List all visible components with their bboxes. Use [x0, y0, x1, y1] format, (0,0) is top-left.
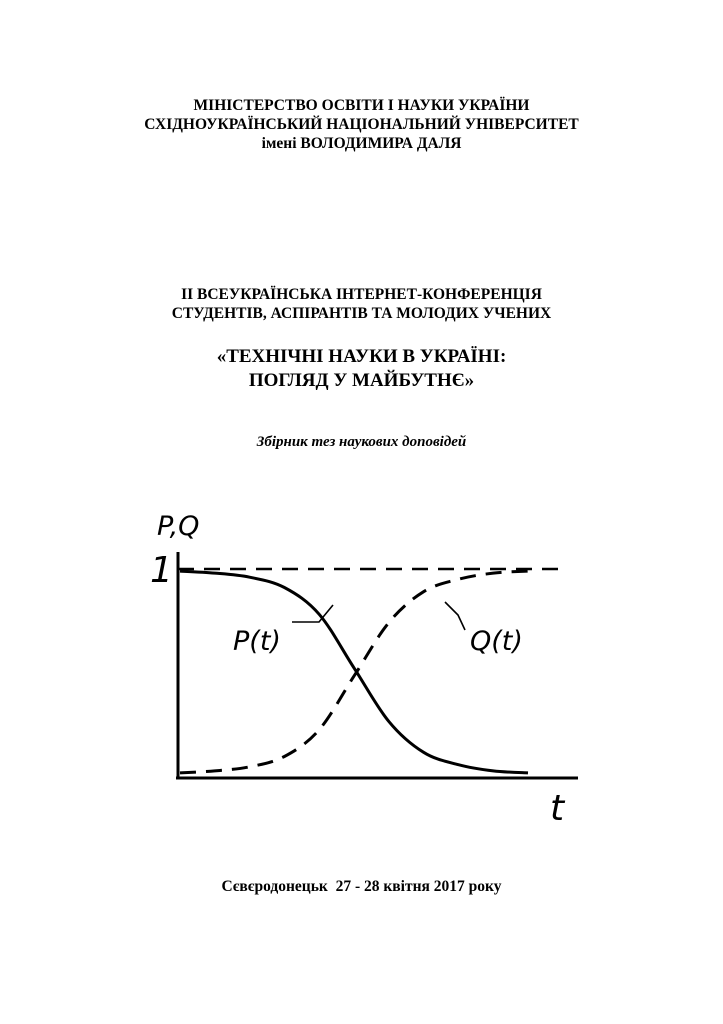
university-line: СХІДНОУКРАЇНСЬКИЙ НАЦІОНАЛЬНИЙ УНІВЕРСИТЕТ — [144, 116, 579, 133]
series-p-line — [180, 571, 528, 773]
university-name-line: імені ВОЛОДИМИРА ДАЛЯ — [261, 135, 462, 152]
series-q-label: Q(t) — [470, 626, 523, 657]
q-leader-line — [445, 602, 465, 630]
title-line: «ТЕХНІЧНІ НАУКИ В УКРАЇНІ: — [216, 346, 507, 367]
x-axis-label: t — [550, 788, 565, 829]
participants-line: СТУДЕНТІВ, АСПІРАНТІВ ТА МОЛОДИХ УЧЕНИХ — [171, 305, 552, 322]
title-line: ПОГЛЯД У МАЙБУТНЄ» — [248, 370, 475, 391]
footer-place-date: Сєвєродонецьк 27 - 28 квітня 2017 року — [221, 878, 502, 895]
conference-line: ІІ ВСЕУКРАЇНСЬКА ІНТЕРНЕТ-КОНФЕРЕНЦІЯ — [181, 286, 542, 303]
collection-subtitle: Збірник тез наукових доповідей — [256, 434, 467, 450]
ministry-line: МІНІСТЕРСТВО ОСВІТИ І НАУКИ УКРАЇНИ — [193, 97, 530, 114]
series-q-line — [180, 571, 528, 773]
y-tick-label: 1 — [150, 550, 173, 591]
y-axis-label: P,Q — [157, 511, 200, 542]
series-p-label: P(t) — [233, 626, 281, 657]
